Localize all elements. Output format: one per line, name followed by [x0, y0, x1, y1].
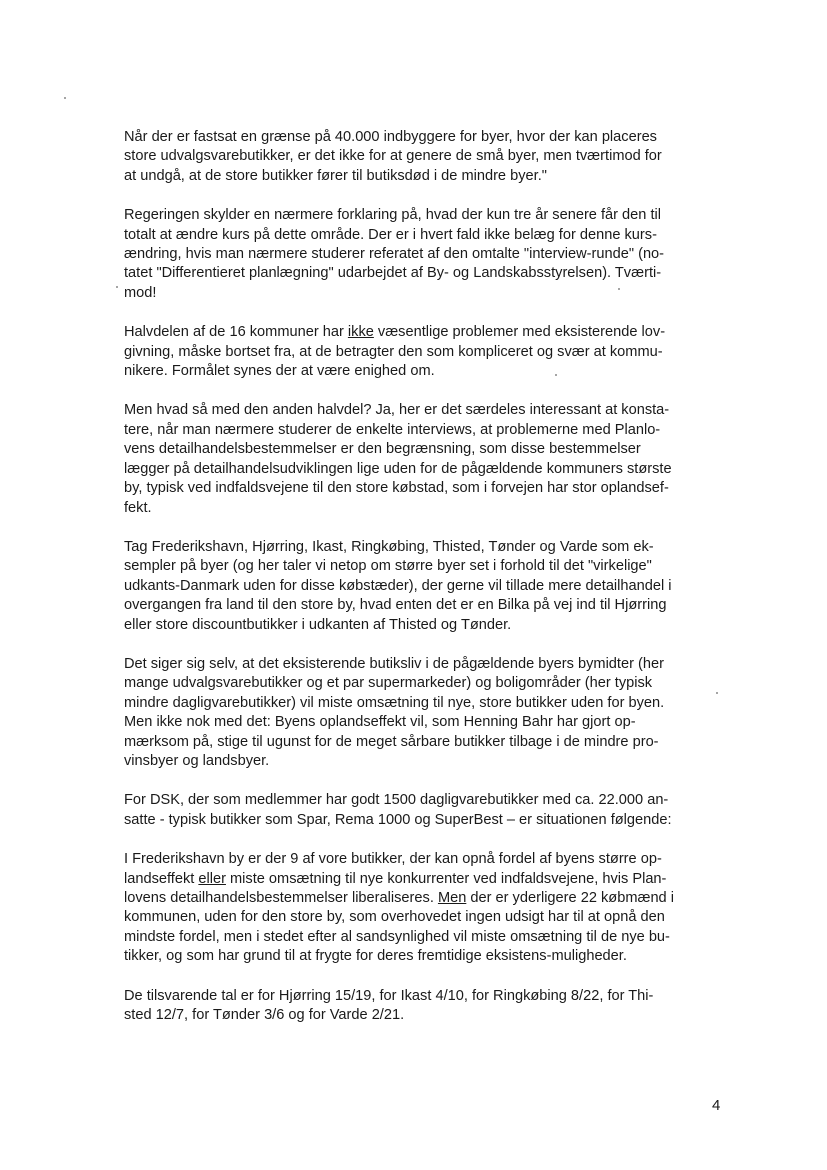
- paragraph: [124, 323, 727, 381]
- text-line: vens detailhandelsbestemmelser er den begrænsning, som disse bestemmelser: [124, 441, 641, 458]
- text-line: mange udvalgsvarebutikker og et par supermarkeder) og boligområder (her typisk: [124, 675, 653, 692]
- text-line: I Frederikshavn by er der 9 af vore butikker, der kan opnå fordel af byens større op-: [124, 851, 662, 868]
- scan-speck: [618, 288, 620, 290]
- text-line: udkants-Danmark uden for disse købstæder), der gerne vil tillade mere detailhandel i: [124, 577, 672, 594]
- scan-speck: [64, 97, 66, 99]
- text-line: totalt at ændre kurs på dette område. Der er i hvert fald ikke belæg for denne kurs-: [124, 226, 657, 243]
- text-line: overgangen fra land til den store by, hvad enten det er en Bilka på vej ind til Hjørring: [124, 597, 667, 614]
- scan-speck: [716, 692, 718, 694]
- text-line: satte - typisk butikker som Spar, Rema 1000 og SuperBest – er situationen følgende:: [124, 811, 672, 828]
- text-line: fekt.: [124, 499, 152, 516]
- page-number: 4: [712, 1097, 721, 1114]
- text-line: Regeringen skylder en nærmere forklaring på, hvad der kun tre år senere får den til: [124, 207, 662, 224]
- text-line: Tag Frederikshavn, Hjørring, Ikast, Ringkøbing, Thisted, Tønder og Varde som ek-: [124, 538, 654, 555]
- text-line: mindre dagligvarebutikker) vil miste omsætning til nye, store butikker uden for byen.: [124, 694, 665, 711]
- text-line: landseffekt eller miste omsætning til nye konkurrenter ved indfaldsvejene, hvis Plan-: [124, 870, 667, 887]
- scan-speck: [116, 286, 118, 288]
- text-line: Men hvad så med den anden halvdel? Ja, her er det særdeles interessant at konsta-: [124, 402, 670, 419]
- underlined-text: ikke: [347, 324, 374, 341]
- text-line: ændring, hvis man nærmere studerer referatet af den omtalte "interview-runde" (no-: [124, 246, 665, 263]
- text-line: mod!: [124, 284, 157, 301]
- text-line: sted 12/7, for Tønder 3/6 og for Varde 2/21.: [124, 1007, 405, 1024]
- paragraph: [124, 401, 727, 517]
- paragraph: [124, 655, 727, 771]
- text-line: tatet "Differentieret planlægning" udarbejdet af By- og Landskabsstyrelsen). Tværti-: [124, 265, 662, 282]
- body-text: [124, 128, 727, 1045]
- text-line: givning, måske bortset fra, at de betragter den som kompliceret og svær at kommu-: [124, 343, 663, 360]
- text-line: Halvdelen af de 16 kommuner har ikke væsentlige problemer med eksisterende lov-: [124, 324, 666, 341]
- text-line: tere, når man nærmere studerer de enkelte interviews, at problemerne med Planlo-: [124, 421, 661, 438]
- text-line: Men ikke nok med det: Byens oplandseffekt vil, som Henning Bahr har gjort op-: [124, 714, 636, 731]
- text-line: lægger på detailhandelsudviklingen lige uden for de pågældende kommuners største: [124, 460, 672, 477]
- text-line: De tilsvarende tal er for Hjørring 15/19, for Ikast 4/10, for Ringkøbing 8/22, for Thi-: [124, 987, 654, 1004]
- text-line: sempler på byer (og her taler vi netop om større byer set i forhold til det "virkelige": [124, 558, 652, 575]
- text-line: tikker, og som har grund til at frygte for deres fremtidige eksistens-muligheder.: [124, 948, 627, 965]
- underlined-text: eller: [198, 870, 226, 887]
- text-line: mindste fordel, men i stedet efter al sandsynlighed vil miste omsætning til de nye bu-: [124, 928, 670, 945]
- text-line: kommunen, uden for den store by, som overhovedet ingen udsigt har til at opnå den: [124, 909, 665, 926]
- text-line: lovens detailhandelsbestemmelser liberaliseres. Men der er yderligere 22 købmænd i: [124, 890, 674, 906]
- text-line: eller store discountbutikker i udkanten af Thisted og Tønder.: [124, 616, 512, 633]
- text-line: mærksom på, stige til ugunst for de meget sårbare butikker tilbage i de mindre pro-: [124, 733, 659, 750]
- paragraph: [124, 791, 727, 830]
- text-line: nikere. Formålet synes der at være enighed om.: [124, 363, 435, 380]
- paragraph: [124, 987, 727, 1026]
- underlined-text: Men: [437, 890, 467, 906]
- text-line: Når der er fastsat en grænse på 40.000 indbyggere for byer, hvor der kan placeres: [124, 129, 657, 145]
- paragraph: [124, 538, 727, 635]
- paragraph: [124, 128, 727, 186]
- text-line: by, typisk ved indfaldsvejene til den store købstad, som i forvejen har stor oplandsef-: [124, 480, 669, 497]
- scan-speck: [555, 374, 557, 376]
- paragraph: [124, 850, 727, 966]
- text-line: vinsbyer og landsbyer.: [124, 752, 270, 769]
- text-line: store udvalgsvarebutikker, er det ikke for at genere de små byer, men tværtimod for: [124, 148, 662, 165]
- text-line: Det siger sig selv, at det eksisterende butiksliv i de pågældende byers bymidter (her: [124, 655, 664, 672]
- text-line: For DSK, der som medlemmer har godt 1500 dagligvarebutikker med ca. 22.000 an-: [124, 792, 669, 809]
- paragraph: [124, 206, 727, 303]
- text-line: at undgå, at de store butikker fører til butiksdød i de mindre byer.": [124, 167, 547, 184]
